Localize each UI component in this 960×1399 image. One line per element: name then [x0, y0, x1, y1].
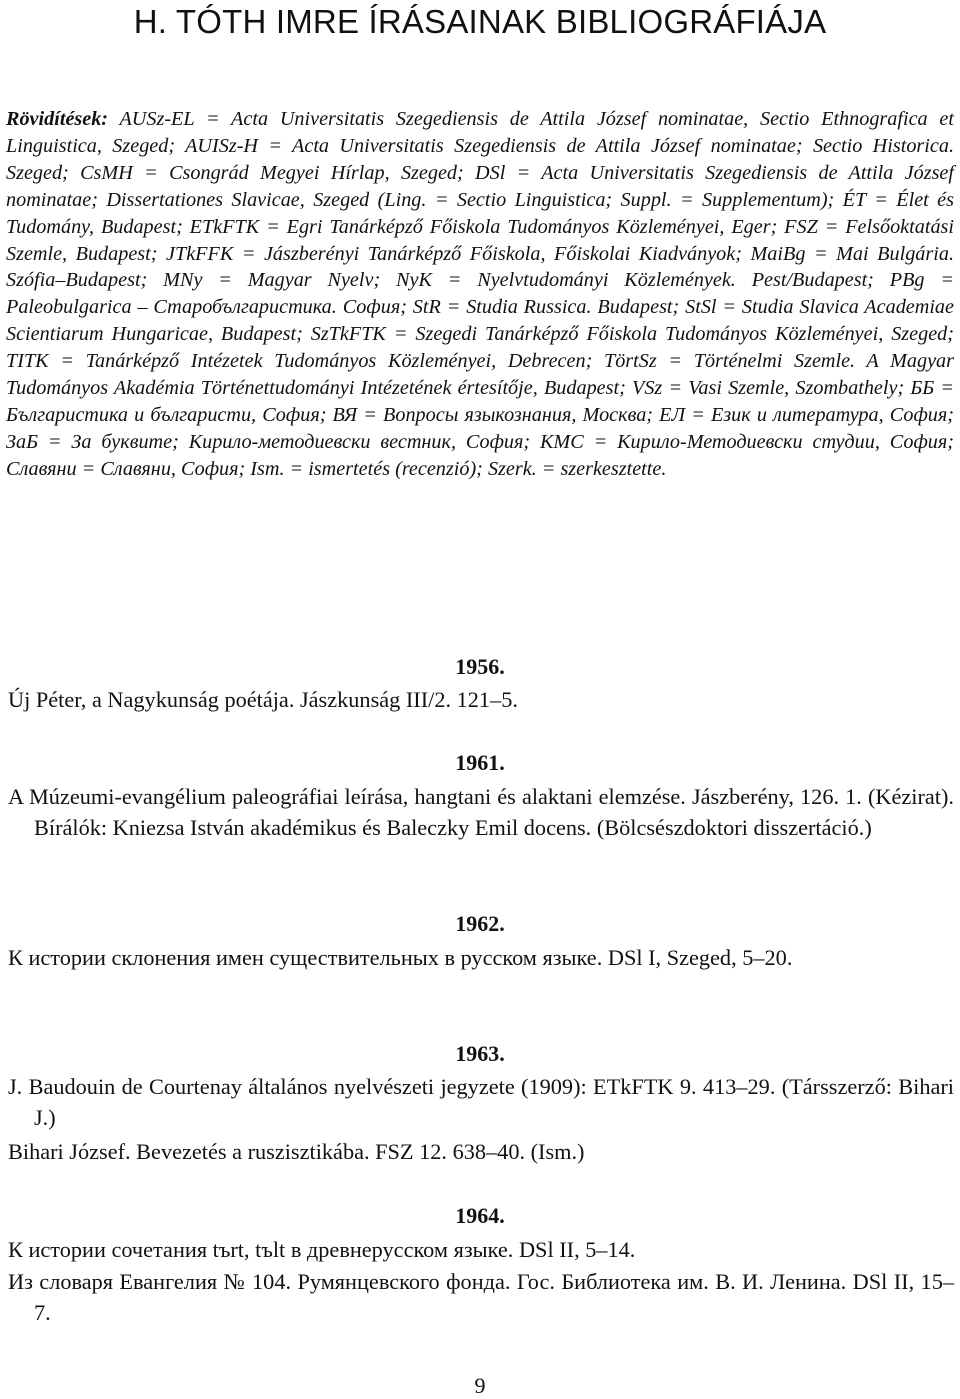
- year-heading-1963: 1963.: [455, 1041, 505, 1066]
- bibliography-entry: J. Baudouin de Courtenay általános nyelvészeti jegyzete (1909): ETkFTK 9. 413–29. (Társszerző: Bihari J.): [8, 1074, 954, 1130]
- bibliography-entry: Из словаря Евангелия № 104. Румянцевского фонда. Гос. Библиотека им. В. И. Ленина. DSl II, 15–7.: [8, 1269, 954, 1325]
- abbreviations-lead: Rövidítések:: [6, 108, 109, 130]
- year-heading-1964: 1964.: [455, 1203, 505, 1228]
- page-title: H. TÓTH IMRE ÍRÁSAINAK BIBLIOGRÁFIÁJA: [133, 3, 827, 40]
- bibliography-entry: Új Péter, a Nagykunság poétája. Jászkunság III/2. 121–5.: [8, 687, 518, 712]
- year-heading-1961: 1961.: [455, 750, 505, 775]
- abbreviations-paragraph: [6, 106, 954, 483]
- year-heading-1962: 1962.: [455, 911, 505, 936]
- bibliography-entry: К истории сочетания tъrt, tъlt в древнерусском языке. DSl II, 5–14.: [8, 1237, 636, 1262]
- bibliography-entry: Bihari József. Bevezetés a ruszisztikába. FSZ 12. 638–40. (Ism.): [8, 1139, 585, 1164]
- bibliography-entry: A Múzeumi-evangélium paleográfiai leírása, hangtani és alaktani elemzése. Jászberény, 126. 1. (Kézirat). Bírálók: Kniezsa István akadémikus és Baleczky Emil docens. (Bölcsészdoktori disszertáció.): [8, 784, 954, 840]
- abbreviations-text: AUSz-EL = Acta Universitatis Szegediensis de Attila József nominatae, Sectio Ethnografica et Linguistica, Szeged; AUISz-H = Acta Universitatis Szegediensis de Attila József nominatae; Sectio Historica. Szeged; CsMH = Csongrád Megyei Hírlap, Szeged; DSl = Acta Universitatis Szegediensis de Attila József nominatae; Dissertationes Slavicae, Szeged (Ling. = Sectio Linguistica; Suppl. = Supplementum); ÉT = Élet és Tudomány, Budapest; ETkFTK = Egri Tanárképző Főiskola Tudományos Közleményei, Eger; FSZ = Felsőoktatási Szemle, Budapest; JTkFFK = Jászberényi Tanárképző Főiskola, Főiskolai Kiadványok; MaiBg = Mai Bulgária. Szófia–Budapest; MNy = Magyar Nyelv; NyK = Nyelvtudományi Közlemények. Pest/Budapest; PBg = Paleobulgarica – Старобългаристика. София; StR = Studia Russica. Budapest; StSl = Studia Slavica Academiae Scientiarum Hungaricae, Budapest; SzTkFTK = Szegedi Tanárképző Főiskola Tudományos Közleményei, Szeged; TITK = Tanárképző Intézetek Tudományos Közleményei, Debrecen; TörtSz = Történelmi Szemle. A Magyar Tudományos Akadémia Történettudományi Intézetének értesítője, Budapest; VSz = Vasi Szemle, Szombathely; ББ = Българистика и българисти, София; ВЯ = Вопросы языкознания, Москва; ЕЛ = Език и литература, София; ЗаБ = За буквите; Кирило-методиевски вестник, София; КМС = Кирило-Методиевски студии, София; Славяни = Славяни, София; Ism. = ismertetés (recenzió); Szerk. = szerkesztette.: [6, 108, 954, 480]
- bibliography-entry: К истории склонения имен существительных в русском языке. DSl I, Szeged, 5–20.: [8, 945, 793, 970]
- page-number: 9: [474, 1373, 486, 1398]
- year-heading-1956: 1956.: [455, 654, 505, 679]
